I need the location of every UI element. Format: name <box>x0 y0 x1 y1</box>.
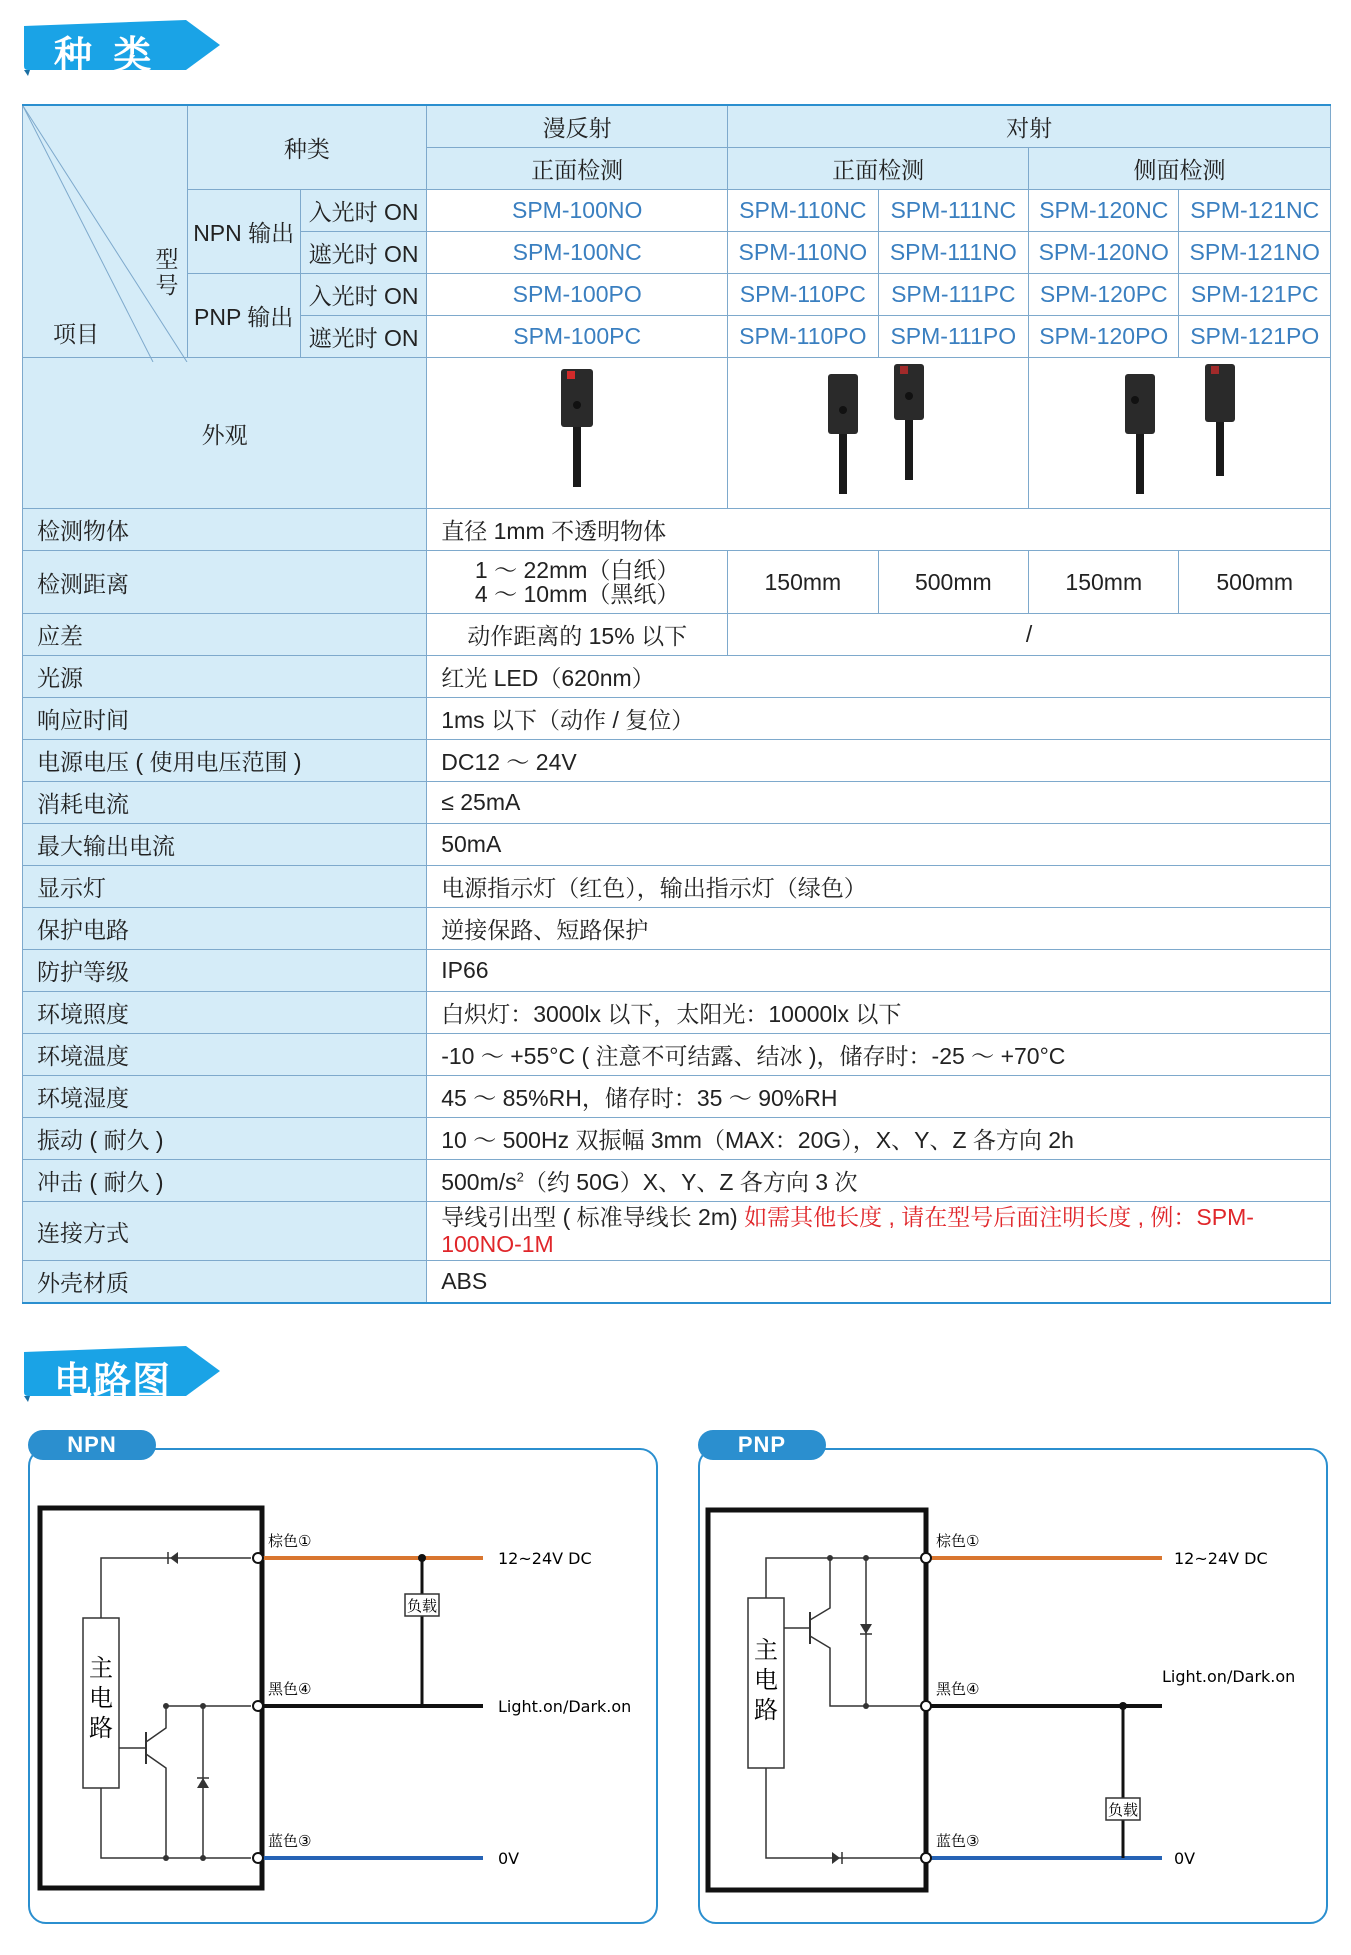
shock-value-b: （约 50G）X、Y、Z 各方向 3 次 <box>523 1169 858 1195</box>
dark-on-label: 遮光时 ON <box>300 232 426 274</box>
pnp-tag: PNP <box>698 1430 826 1460</box>
row-value: DC12 ～ 24V <box>427 740 1331 782</box>
model-cell: SPM-110PO <box>728 316 878 358</box>
diffuse-sensor-image <box>427 358 728 509</box>
brown-wire-label: 棕色① <box>936 1532 980 1550</box>
distance-white: 1 ～ 22mm（白纸） <box>474 557 680 583</box>
appearance-label: 外观 <box>23 358 427 509</box>
model-cell: SPM-110PC <box>728 274 878 316</box>
model-cell: SPM-121PC <box>1179 274 1331 316</box>
model-cell: SPM-111PC <box>878 274 1028 316</box>
row-value <box>427 1202 1331 1261</box>
connect-value: 导线引出型 ( 标准导线长 2m) <box>441 1204 745 1230</box>
distance-value: 150mm <box>1029 551 1179 614</box>
row-label: 环境温度 <box>23 1034 427 1076</box>
row-value: 1ms 以下（动作 / 复位） <box>427 698 1331 740</box>
light-on-label: 入光时 ON <box>300 274 426 316</box>
model-cell: SPM-100PC <box>427 316 728 358</box>
model-cell: SPM-120NC <box>1029 190 1179 232</box>
row-label: 消耗电流 <box>23 782 427 824</box>
main-circuit-char: 电 <box>89 1684 113 1712</box>
row-label: 冲击 ( 耐久 ) <box>23 1160 427 1202</box>
main-circuit-char: 主 <box>754 1636 778 1664</box>
model-cell: SPM-120PC <box>1029 274 1179 316</box>
row-value: ABS <box>427 1261 1331 1304</box>
black-wire-label: 黑色④ <box>268 1680 312 1698</box>
main-circuit-char: 电 <box>754 1666 778 1694</box>
model-cell: SPM-111NC <box>878 190 1028 232</box>
row-value: 逆接保路、短路保护 <box>427 908 1331 950</box>
pnp-circuit-diagram <box>698 1448 1338 1928</box>
corner-model-label: 型 号 <box>155 246 179 298</box>
row-value: 红光 LED（620nm） <box>427 656 1331 698</box>
row-label: 电源电压 ( 使用电压范围 ) <box>23 740 427 782</box>
through-header: 对射 <box>728 105 1331 148</box>
model-cell: SPM-111NO <box>878 232 1028 274</box>
row-label: 检测距离 <box>23 551 427 614</box>
vcc-label: 12~24V DC <box>498 1549 592 1568</box>
row-label: 环境照度 <box>23 992 427 1034</box>
through-side-header: 侧面检测 <box>1029 148 1331 190</box>
npn-circuit-diagram <box>28 1448 668 1928</box>
row-label: 防护等级 <box>23 950 427 992</box>
corner-item-label: 项目 <box>53 321 99 347</box>
distance-value: 150mm <box>728 551 878 614</box>
npn-tag: NPN <box>28 1430 156 1460</box>
section-header-types <box>24 20 220 77</box>
model-cell: SPM-100PO <box>427 274 728 316</box>
diffuse-distance <box>427 551 728 614</box>
row-label: 检测物体 <box>23 509 427 551</box>
section-header-circuit <box>24 1346 220 1403</box>
corner-diagonal <box>23 106 188 362</box>
spec-table <box>22 104 1331 1304</box>
load-label: 负载 <box>406 1597 438 1615</box>
dark-on-label: 遮光时 ON <box>300 316 426 358</box>
through-front-header: 正面检测 <box>728 148 1029 190</box>
row-label: 外壳材质 <box>23 1261 427 1304</box>
model-cell: SPM-100NO <box>427 190 728 232</box>
row-value: / <box>728 614 1331 656</box>
model-cell: SPM-111PO <box>878 316 1028 358</box>
main-circuit-char: 路 <box>89 1714 113 1742</box>
model-cell: SPM-110NO <box>728 232 878 274</box>
model-cell: SPM-120NO <box>1029 232 1179 274</box>
vcc-label: 12~24V DC <box>1174 1549 1268 1568</box>
sensor-photo <box>1105 360 1255 500</box>
black-wire-label: 黑色④ <box>936 1680 980 1698</box>
main-circuit-char: 主 <box>89 1654 113 1682</box>
gnd-label: 0V <box>1174 1849 1196 1868</box>
diffuse-header: 漫反射 <box>427 105 728 148</box>
distance-black: 4 ～ 10mm（黑纸） <box>474 581 680 607</box>
row-label: 振动 ( 耐久 ) <box>23 1118 427 1160</box>
corner-cell <box>23 105 188 358</box>
type-header: 种类 <box>187 105 427 190</box>
row-value: 电源指示灯（红色），输出指示灯（绿色） <box>427 866 1331 908</box>
sensor-photo <box>547 365 607 495</box>
row-label: 光源 <box>23 656 427 698</box>
model-cell: SPM-100NC <box>427 232 728 274</box>
model-cell: SPM-121NC <box>1179 190 1331 232</box>
row-label: 环境湿度 <box>23 1076 427 1118</box>
section-title: 电路图 <box>54 1359 172 1403</box>
row-label: 保护电路 <box>23 908 427 950</box>
load-label: 负载 <box>1107 1801 1139 1819</box>
row-value: 10 ～ 500Hz 双振幅 3mm（MAX：20G），X、Y、Z 各方向 2h <box>427 1118 1331 1160</box>
row-value <box>427 1160 1331 1202</box>
light-on-label: 入光时 ON <box>300 190 426 232</box>
row-label: 最大输出电流 <box>23 824 427 866</box>
shock-value-a: 500m/s <box>441 1169 517 1195</box>
blue-wire-label: 蓝色③ <box>936 1832 980 1850</box>
through-side-sensor-image <box>1029 358 1331 509</box>
row-value: ≤ 25mA <box>427 782 1331 824</box>
connect-note: 如需其他长度 , 请在型号后面注明长度 , 例：SPM-100NO-1M <box>441 1204 1254 1257</box>
row-value: 动作距离的 15% 以下 <box>427 614 728 656</box>
distance-value: 500mm <box>878 551 1028 614</box>
row-label: 应差 <box>23 614 427 656</box>
row-value: -10 ～ +55°C ( 注意不可结露、结冰 )，储存时：-25 ～ +70°C <box>427 1034 1331 1076</box>
blue-wire-label: 蓝色③ <box>268 1832 312 1850</box>
model-cell: SPM-121NO <box>1179 232 1331 274</box>
pnp-output-label: PNP 输出 <box>187 274 300 358</box>
output-label: Light.on/Dark.on <box>498 1697 632 1716</box>
row-value: 50mA <box>427 824 1331 866</box>
row-label: 显示灯 <box>23 866 427 908</box>
through-front-sensor-image <box>728 358 1029 509</box>
sensor-photo <box>808 360 948 500</box>
diffuse-front-header: 正面检测 <box>427 148 728 190</box>
output-label: Light.on/Dark.on <box>1162 1667 1296 1686</box>
model-cell: SPM-110NC <box>728 190 878 232</box>
row-value: IP66 <box>427 950 1331 992</box>
row-value: 直径 1mm 不透明物体 <box>427 509 1331 551</box>
section-title: 种 类 <box>54 33 156 77</box>
brown-wire-label: 棕色① <box>268 1532 312 1550</box>
npn-output-label: NPN 输出 <box>187 190 300 274</box>
shock-sup: 2 <box>516 1169 524 1185</box>
distance-value: 500mm <box>1179 551 1331 614</box>
row-value: 45 ～ 85%RH，储存时：35 ～ 90%RH <box>427 1076 1331 1118</box>
row-label: 响应时间 <box>23 698 427 740</box>
main-circuit-char: 路 <box>754 1696 778 1724</box>
model-cell: SPM-120PO <box>1029 316 1179 358</box>
gnd-label: 0V <box>498 1849 520 1868</box>
row-value: 白炽灯：3000lx 以下，太阳光：10000lx 以下 <box>427 992 1331 1034</box>
row-label: 连接方式 <box>23 1202 427 1261</box>
model-cell: SPM-121PO <box>1179 316 1331 358</box>
